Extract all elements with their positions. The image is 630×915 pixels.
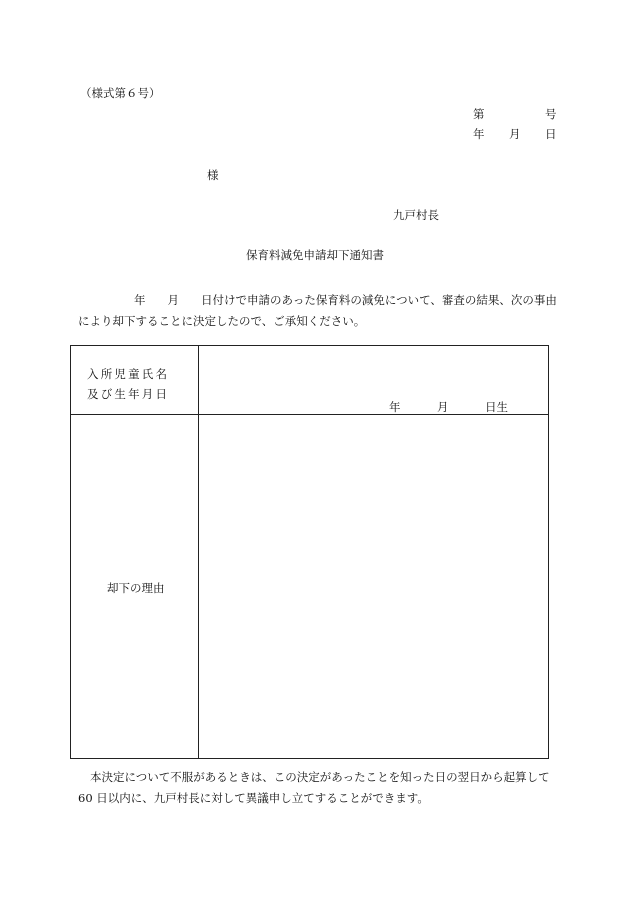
body-month: 月	[167, 293, 179, 307]
appeal-notice-text: 本決定について不服があるときは、この決定があったことを知った日の翌日から起算して 60 日以内に、九戸村長に対して異議申し立てすることができます。	[78, 770, 550, 805]
birth-day: 日生	[485, 400, 508, 414]
form-table	[70, 345, 549, 759]
body-year: 年	[134, 293, 146, 307]
recipient-honorific: 様	[207, 168, 219, 182]
birth-month: 月	[437, 400, 449, 414]
issue-date-month: 月	[509, 127, 521, 141]
sender-name: 九戸村長	[393, 208, 439, 222]
document-number-label: 第	[473, 107, 485, 121]
form-number: （様式第６号）	[80, 86, 161, 100]
child-name-label: 入所児童氏名	[87, 367, 170, 381]
table-row-divider	[71, 414, 548, 415]
issue-date-year: 年	[473, 127, 485, 141]
body-paragraph	[78, 290, 558, 332]
issue-date-day: 日	[545, 127, 557, 141]
appeal-notice	[78, 767, 563, 809]
birth-year: 年	[389, 400, 401, 414]
document-title: 保育料減免申請却下通知書	[246, 248, 384, 262]
body-text: 日付けで申請のあった保育料の減免について、審査の結果、次の事由により却下することに決定したので、ご承知ください。	[78, 293, 557, 328]
child-name-birth-label	[87, 364, 169, 404]
document-number-suffix: 号	[545, 107, 557, 121]
table-column-divider	[198, 346, 199, 758]
rejection-reason-label: 却下の理由	[107, 581, 165, 595]
birthdate-label: 及び生年月日	[87, 387, 170, 401]
